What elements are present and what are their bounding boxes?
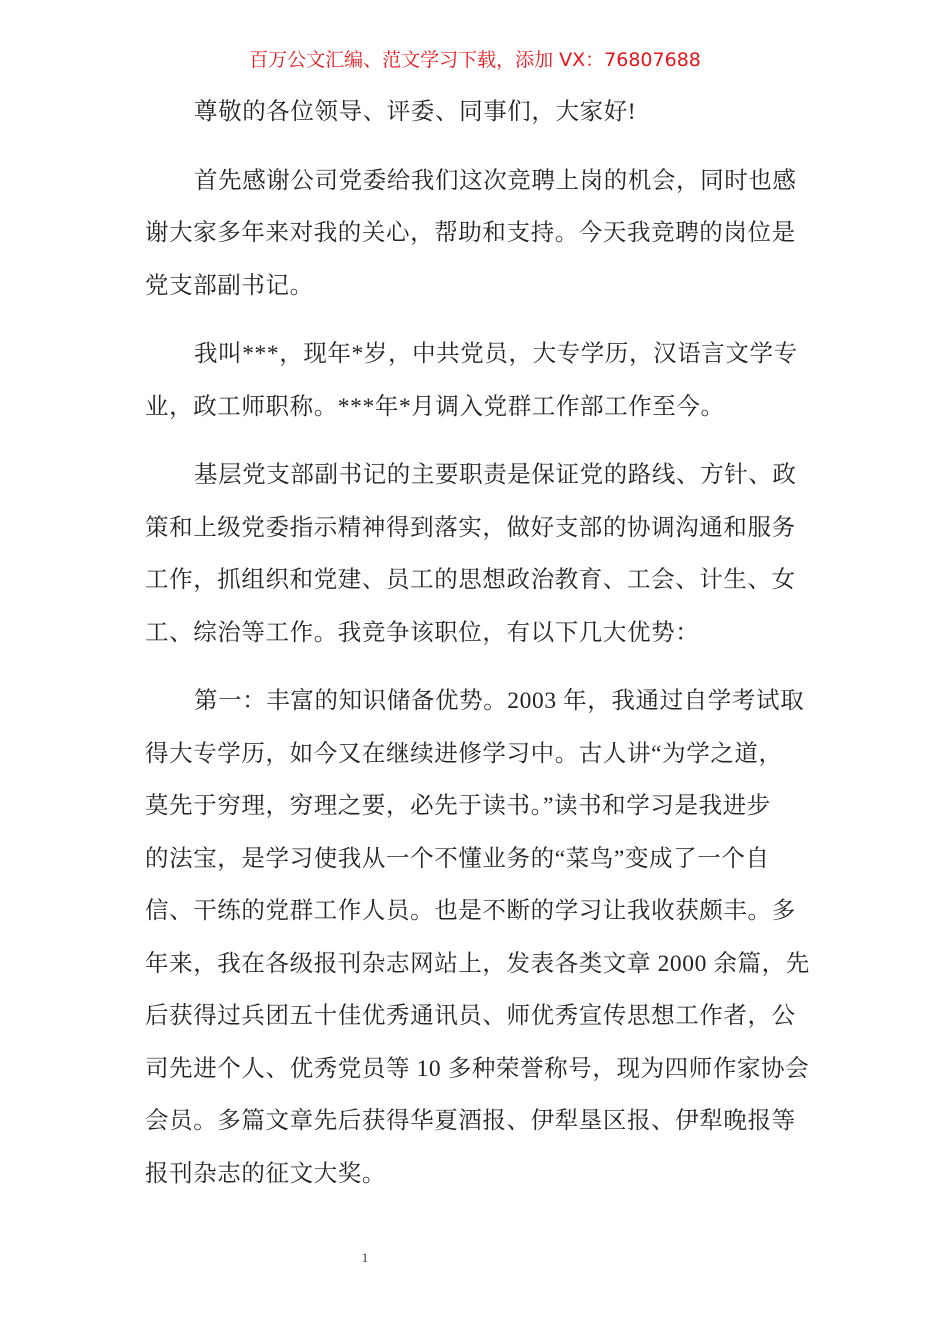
text-line: 工、综治等工作。我竞争该职位，有以下几大优势： (145, 619, 700, 646)
text-line: 后获得过兵团五十佳优秀通讯员、师优秀宣传思想工作者，公 (145, 1003, 796, 1029)
text-line: 年来，我在各级报刊杂志网站上，发表各类文章 2000 余篇，先 (145, 950, 810, 977)
watermark-header: 百万公文汇编、范文学习下载，添加 VX：76807688 (249, 49, 701, 71)
text-line: 报刊杂志的征文大奖。 (145, 1160, 386, 1187)
paragraph-advantage-one (145, 681, 810, 1206)
text-line: 信、干练的党群工作人员。也是不断的学习让我收获颇丰。多 (145, 898, 796, 924)
text-line: 司先进个人、优秀党员等 10 多种荣誉称号，现为四师作家协会 (145, 1055, 810, 1082)
text-line: 我叫***，现年*岁，中共党员，大专学历，汉语言文学专 (194, 341, 798, 367)
paragraph-thanks (145, 161, 805, 319)
paragraph-duties (145, 455, 805, 665)
text-line: 首先感谢公司党委给我们这次竞聘上岗的机会，同时也感 (194, 167, 797, 194)
text-line: 尊敬的各位领导、评委、同事们，大家好! (194, 99, 637, 125)
text-line: 莫先于穷理，穷理之要，必先于读书。”读书和学习是我进步 (145, 793, 771, 819)
text-line: 的法宝，是学习使我从一个不懂业务的“菜鸟”变成了一个自 (145, 845, 770, 872)
text-line: 业，政工师职称。***年*月调入党群工作部工作至今。 (145, 393, 725, 420)
text-line: 基层党支部副书记的主要职责是保证党的路线、方针、政 (194, 462, 797, 488)
text-line: 策和上级党委指示精神得到落实，做好支部的协调沟通和服务 (145, 514, 796, 541)
text-line: 会员。多篇文章先后获得华夏酒报、伊犁垦区报、伊犁晚报等 (145, 1108, 796, 1134)
page-number: 1 (361, 1250, 369, 1265)
text-line: 工作，抓组织和党建、员工的思想政治教育、工会、计生、女 (145, 567, 796, 593)
text-line: 党支部副书记。 (145, 272, 314, 299)
document-body (145, 92, 810, 1222)
paragraph-self-intro (145, 334, 805, 439)
text-line: 第一：丰富的知识储备优势。2003 年，我通过自学考试取 (194, 688, 805, 714)
text-line: 谢大家多年来对我的关心，帮助和支持。今天我竞聘的岗位是 (145, 220, 796, 246)
text-line: 得大专学历，如今又在继续进修学习中。古人讲“为学之道， (145, 740, 783, 767)
paragraph-greeting (145, 92, 805, 145)
